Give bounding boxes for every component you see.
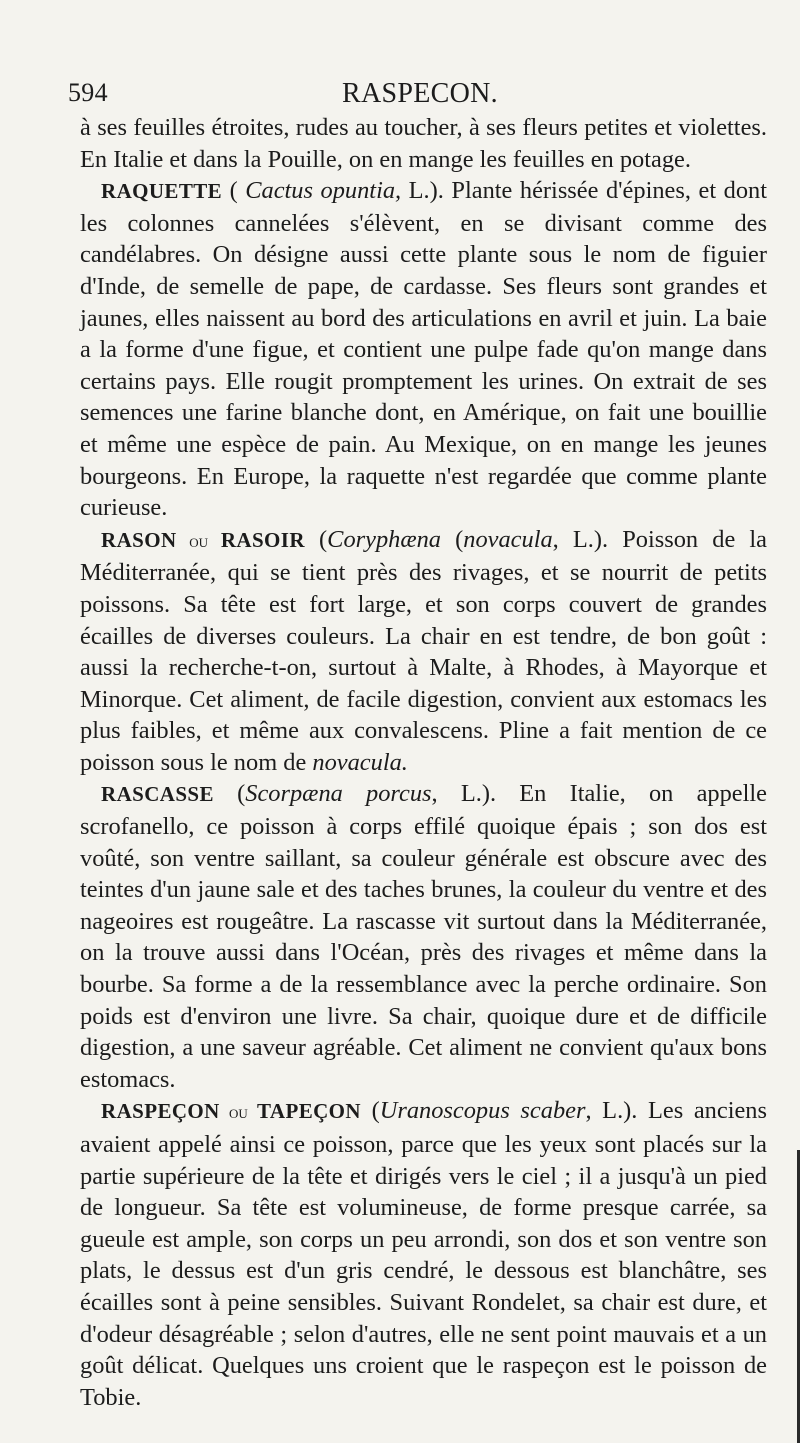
punct: , L.).	[552, 525, 623, 553]
entry-text: En Italie, on appelle scrofanello, ce poisson à corps effilé quoique épais ; son dos est voûté, son ventre saillant, sa couleur générale est obscure avec des teintes d'un jaune sale et des taches brunes, la couleur du ventre et des nageoires est rougeâtre. La rascasse vit surtout dans la Méditerranée, on la trouve aussi dans l'Océan, près des rivages et même dans la bourbe. Sa forme a de la ressemblance avec la perche ordinaire. Son poids est d'environ une livre. Sa chair, quoique dure et de difficile digestion, a une saveur agréable. Cet aliment ne convient qu'aux bons estomacs.	[80, 780, 767, 1093]
entry-rascasse	[80, 778, 767, 1095]
headword: RAQUETTE	[101, 179, 223, 204]
punct: (	[222, 177, 246, 205]
scientific-name: Coryphæna	[327, 525, 442, 553]
entry-raspecon	[80, 1095, 767, 1413]
running-head	[68, 78, 767, 112]
scientific-name: Scorpæna porcus	[245, 780, 432, 808]
scientific-name: Cactus opuntia,	[245, 177, 402, 205]
entry-rason	[80, 524, 767, 779]
headword: RASPEÇON	[101, 1099, 220, 1124]
scientific-name-2: novacula	[463, 525, 553, 553]
punct: (	[360, 1097, 380, 1125]
punct: (	[213, 780, 246, 808]
headword: RASCASSE	[101, 782, 214, 807]
headword-alt: TAPEÇON	[257, 1099, 361, 1124]
punct: L.).	[401, 177, 452, 205]
entry-text: à ses feuilles étroites, rudes au toucher, à ses fleurs petites et violettes. En Italie et dans la Pouille, on en mange les feuilles en potage.	[80, 114, 767, 173]
punct: , L.).	[585, 1097, 649, 1125]
punct: (	[304, 525, 328, 553]
entry-text: Plante hérissée d'épines, et dont les colonnes cannelées s'élèvent, en se divisant comme des candélabres. On désigne aussi cette plante sous le nom de figuier d'Inde, de semelle de pape, de cardasse. Ses fleurs sont grandes et jaunes, elles naissent au bord des articulations en avril et juin. La baie a la forme d'une figue, et contient une pulpe fade qu'on mange dans certains pays. Elle rougit promptement les urines. On extrait de ses semences une farine blanche dont, en Amérique, on fait une bouillie et même une espèce de pain. Au Mexique, on en mange les jeunes bourgeons. En Europe, la raquette n'est regardée que comme plante curieuse.	[80, 177, 767, 522]
scientific-name: Uranoscopus scaber	[379, 1097, 586, 1125]
headword-alt: RASOIR	[220, 527, 305, 552]
page-title: RASPECON.	[342, 78, 498, 109]
conjunction: ou	[176, 530, 221, 552]
headword: RASON	[101, 527, 177, 552]
entry-raquette	[80, 175, 767, 524]
book-page	[68, 78, 767, 1413]
punct: , L.).	[431, 780, 520, 808]
entry-text: Poisson de la Méditerranée, qui se tient près des rivages, et se nourrit de petits poissons. Sa tête est fort large, et son corps couvert de grandes écailles de diverses couleurs. La chair en est tendre, de bon goût : aussi la recherche-t-on, surtout à Malte, à Rhodes, à Mayorque et Minorque. Cet aliment, de facile digestion, convient aux estomacs les plus faibles, et même aux convalescens. Pline a fait mention de ce poisson sous le nom de	[80, 525, 767, 776]
page-number: 594	[68, 78, 108, 107]
entry-continuation	[80, 112, 767, 175]
italic-term: novacula.	[312, 748, 408, 776]
punct: (	[441, 525, 464, 553]
conjunction: ou	[219, 1102, 258, 1124]
entry-text: Les anciens avaient appelé ainsi ce poisson, parce que les yeux sont placés sur la partie supérieure de la tête et dirigés vers le ciel ; il a jusqu'à un pied de longueur. Sa tête est volumineuse, de forme presque carrée, sa gueule est ample, son corps un peu arrondi, son dos et son ventre son plats, le dessus est d'un gris cendré, le dessous est blanchâtre, ses écailles sont à peine sensibles. Suivant Rondelet, sa chair est dure, et d'odeur désagréable ; selon d'autres, elle ne sent point mauvais et a un goût délicat. Quelques uns croient que le raspeçon est le poisson de Tobie.	[80, 1097, 767, 1411]
